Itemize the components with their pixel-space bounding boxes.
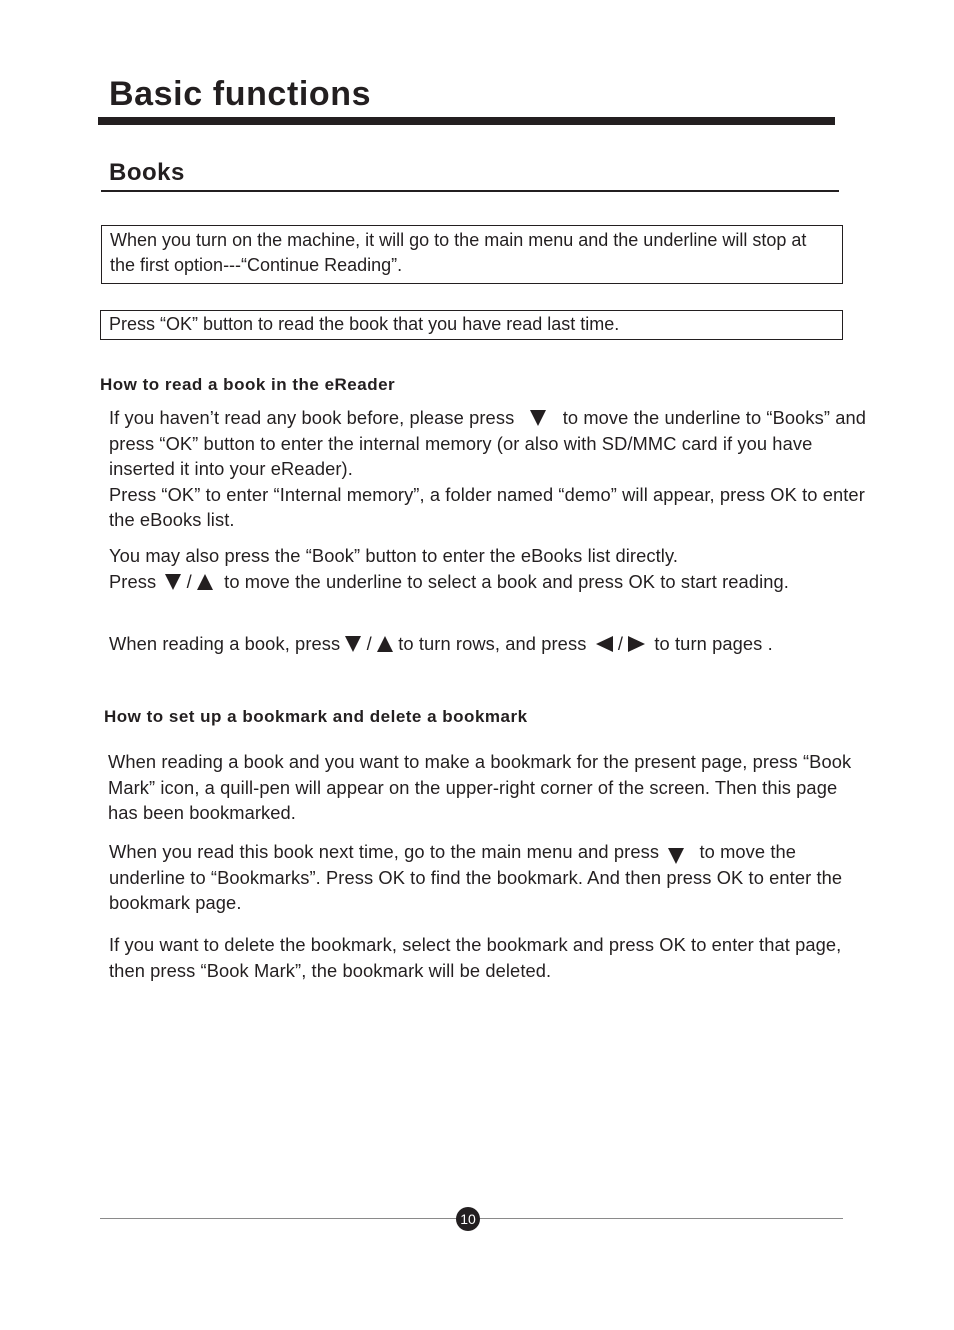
triangle-up-icon — [197, 574, 213, 590]
info-box-startup: When you turn on the machine, it will go to the main menu and the underline will stop at the first option---“Continue Reading”. — [101, 225, 843, 284]
read-paragraph-2 — [109, 543, 869, 594]
read-book-heading: How to read a book in the eReader — [100, 375, 396, 394]
bookmark-p5-text-b: to move the underline to “Bookmarks”. Press OK to find the bookmark. And then press OK to enter the bookmark page. — [109, 841, 843, 913]
section-title: Books — [109, 159, 185, 186]
read-p3-slash-1: / — [366, 633, 372, 654]
read-p3-text-c: to turn pages . — [654, 633, 773, 654]
read-p1-text-a: If you haven’t read any book before, please press — [109, 407, 515, 428]
read-paragraph-3 — [109, 631, 869, 657]
bookmark-paragraph-2 — [109, 839, 869, 916]
read-p3-text-a: When reading a book, press — [109, 633, 341, 654]
section-rule — [101, 190, 839, 192]
bookmark-p5-text-a: When you read this book next time, go to the main menu and press — [109, 841, 660, 862]
bookmark-heading: How to set up a bookmark and delete a bookmark — [104, 707, 528, 726]
read-p2-text-c: to move the underline to select a book and press OK to start reading. — [224, 570, 789, 592]
triangle-left-icon — [596, 636, 613, 652]
triangle-down-icon — [668, 848, 684, 864]
page-title: Basic functions — [109, 75, 372, 113]
bookmark-paragraph-3: If you want to delete the bookmark, select the bookmark and press OK to enter that page, then press “Book Mark”, the bookmark will be deleted. — [109, 934, 842, 981]
triangle-down-icon — [345, 636, 361, 652]
read-p3-text-b: to turn rows, and press — [398, 633, 587, 654]
read-p1-text-c: Press “OK” to enter “Internal memory”, a folder named “demo” will appear, press OK to enter the eBooks list. — [109, 483, 865, 530]
page-number: 10 — [456, 1207, 480, 1231]
triangle-right-icon — [628, 636, 645, 652]
triangle-up-icon — [377, 636, 393, 652]
info-box-continue: Press “OK” button to read the book that you have read last time. — [100, 310, 843, 340]
read-p2-text-a: You may also press the “Book” button to enter the eBooks list directly. — [109, 545, 679, 566]
read-p2-slash: / — [186, 570, 192, 592]
read-p2-text-b: Press — [109, 570, 157, 592]
read-paragraph-1 — [109, 405, 869, 533]
title-rule — [98, 117, 835, 125]
triangle-down-icon — [530, 410, 546, 426]
triangle-down-icon — [165, 574, 181, 590]
read-p3-slash-2: / — [617, 633, 623, 654]
bookmark-paragraph-1: When reading a book and you want to make a bookmark for the present page, press “Book Mark” icon, a quill-pen will appear on the upper-right corner of the screen. Then this page has been bookmarked. — [108, 751, 852, 823]
read-p1-text-b: to move the underline to “Books” and press “OK” button to enter the internal memory (or also with SD/MMC card if you have inserted it into your eReader). — [109, 407, 867, 479]
